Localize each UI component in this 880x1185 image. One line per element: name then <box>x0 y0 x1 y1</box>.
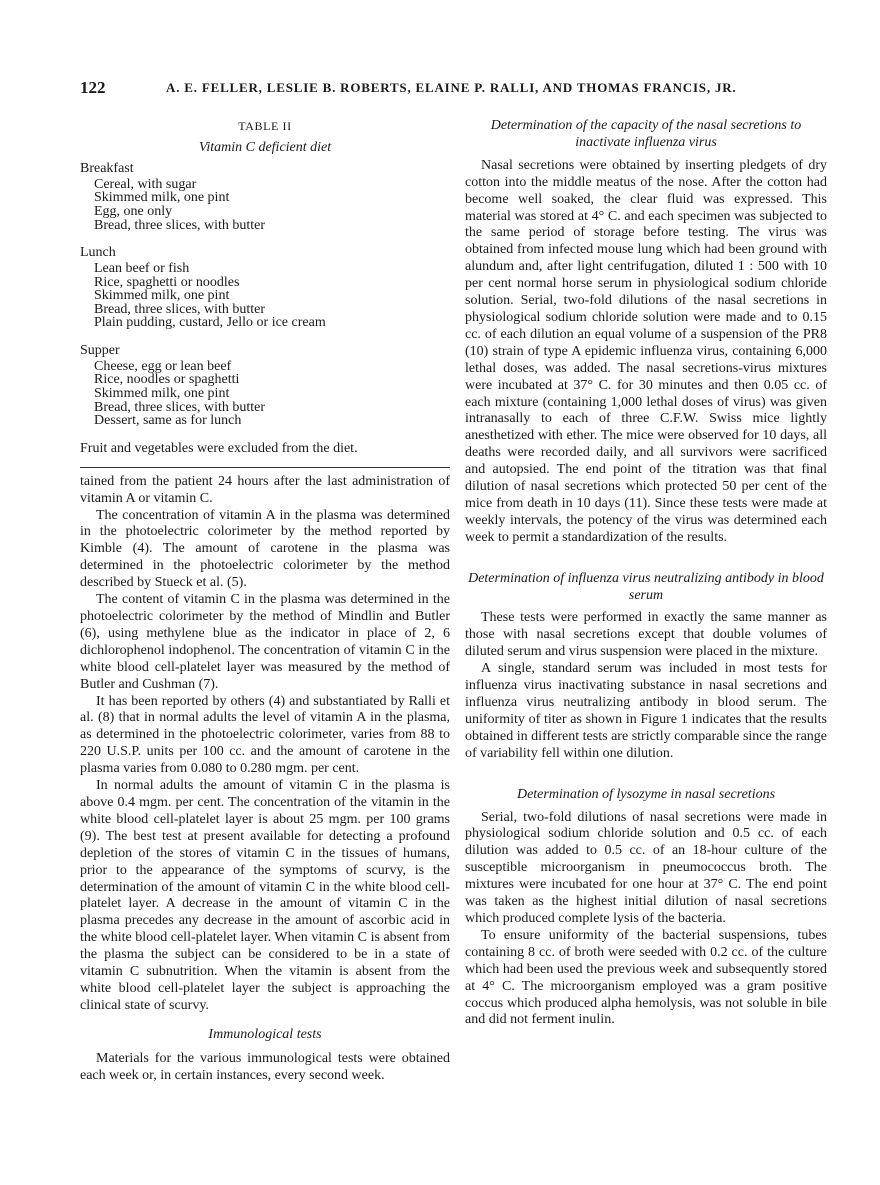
table-subtitle: Vitamin C deficient diet <box>198 139 332 155</box>
meal-item: Bread, three slices, with butter <box>94 399 266 415</box>
meal-item: Bread, three slices, with butter <box>94 217 266 233</box>
meal-item: Lean beef or fish <box>94 261 190 276</box>
body-paragraph: tained from the patient 24 hours after the last administration of vitamin A or vitamin C. <box>80 473 450 506</box>
meal-item: Rice, noodles or spaghetti <box>94 372 240 388</box>
page-number: 122 <box>80 78 106 97</box>
meal-name: Lunch <box>80 245 116 261</box>
body-paragraph: Nasal secretions were obtained by inserting pledgets of dry cotton into the middle meatus of the nose. After the cotton had become well soaked, the clear fluid was expressed. This material was stored at 4° C. and each specimen was subjected to the same period of storage before testing. The virus was obtained from infected mouse lung which had been ground with alundum and, after light centrifugation, diluted 1 : 500 with 10 per cent normal horse serum in physiological sodium chloride solution. Serial, two-fold dilutions of the nasal secretions in physiological sodium chloride solution were made and to 0.15 cc. of each dilution an equal volume of a suspension of the PR8 (10) strain of type A epidemic influenza virus, containing 6,000 lethal doses, was added. The nasal secretions-virus mixtures were incubated at 37° C. for 30 minutes and then 0.05 cc. of each mixture (containing 1,000 lethal doses of virus) was given intranasally to each of three C.F.W. Swiss mice lightly anesthetized with ether. The mice were observed for 10 days, all deaths were recorded daily, and all survivors were sacrificed and autopsied. The end point of the titration was that final dilution of nasal secretions which protected 50 per cent of the mice from death in 10 days (11). Since these tests were made at weekly intervals, the potency of the virus was determined each week to permit a standardization of the results. <box>465 157 827 545</box>
meal-item: Skimmed milk, one pint <box>94 288 230 304</box>
page-header <box>80 78 840 102</box>
meal-item: Plain pudding, custard, Jello or ice cream <box>94 315 326 331</box>
table-ii <box>80 118 450 468</box>
meal-name: Breakfast <box>80 160 134 176</box>
body-paragraph: Serial, two-fold dilutions of nasal secretions were made in physiological sodium chloride solution and 0.5 cc. of each dilution was added to 0.5 cc. of an 18-hour culture of the susceptible microorganism in pneumococcus broth. The mixtures were incubated for one hour at 37° C. The end point was taken as the highest initial dilution of nasal secretions which produced complete lysis of the bacteria. <box>465 809 827 926</box>
body-paragraph: To ensure uniformity of the bacterial suspensions, tubes containing 8 cc. of broth were seeded with 0.2 cc. of the culture which had been used the previous week and subsequently stored at 4° C. The microorganism employed was a gram positive coccus which produced alpha hemolysis, was not soluble in bile and did not ferment inulin. <box>465 927 827 1028</box>
body-paragraph: A single, standard serum was included in most tests for influenza virus inactivating substance in nasal secretions and influenza virus neutralizing antibody in blood serum. The uniformity of titer as shown in Figure 1 indicates that the results obtained in different tests are strictly comparable since the range of variability fell within one dilution. <box>465 661 827 761</box>
body-paragraph: The concentration of vitamin A in the plasma was determined in the photoelectric colorimeter by the method reported by Kimble (4). The amount of carotene in the plasma was determined in the photoelectric colorimeter by the method described by Stueck et al. (5). <box>80 507 450 591</box>
meal-item: Cereal, with sugar <box>94 176 197 192</box>
meal-lunch <box>80 245 450 330</box>
section-heading-immunological: Immunological tests <box>208 1026 322 1042</box>
body-paragraph: The content of vitamin C in the plasma was determined in the photoelectric colorimeter by the method of Mindlin and Butler (6), using methylene blue as the indicator in place of 2, 6 dichlorophenol indophenol. The concentration of vitamin C in the white blood cell-platelet layer was measured by the method of Butler and Cushman (7). <box>80 592 450 692</box>
body-paragraph: These tests were performed in exactly the same manner as those with nasal secretions except that double volumes of diluted serum and virus suspension were placed in the mixture. <box>465 610 827 660</box>
running-head: A. E. FELLER, LESLIE B. ROBERTS, ELAINE P. RALLI, AND THOMAS FRANCIS, JR. <box>166 80 737 95</box>
meal-item: Dessert, same as for lunch <box>94 413 242 429</box>
meal-item: Rice, spaghetti or noodles <box>94 274 240 290</box>
meal-item: Skimmed milk, one pint <box>94 190 230 206</box>
meal-supper <box>80 343 450 428</box>
section-heading-antibody: Determination of influenza virus neutralizing antibody in blood serum <box>468 570 824 603</box>
body-paragraph: Materials for the various immunological tests were obtained each week or, in certain instances, every second week. <box>80 1050 450 1083</box>
meal-item: Bread, three slices, with butter <box>94 301 266 317</box>
meal-item: Skimmed milk, one pint <box>94 386 230 402</box>
table-title: TABLE II <box>238 119 292 133</box>
table-rule <box>80 467 450 468</box>
right-column <box>465 118 827 1029</box>
section-heading-nasal: Determination of the capacity of the nasal secretions to inactivate influenza virus <box>490 118 802 150</box>
meal-name: Supper <box>80 342 120 358</box>
left-column <box>80 118 450 1084</box>
section-heading-lysozyme: Determination of lysozyme in nasal secretions <box>516 786 776 802</box>
meal-breakfast <box>80 161 450 232</box>
table-note: Fruit and vegetables were excluded from the diet. <box>80 440 358 456</box>
body-paragraph: It has been reported by others (4) and substantiated by Ralli et al. (8) that in normal adults the level of vitamin A in the plasma, as determined in the photoelectric colorimeter, varies from 88 to 220 U.S.P. units per 100 cc. and the amount of carotene in the plasma varies from 0.080 to 0.280 mgm. per cent. <box>80 693 450 777</box>
body-paragraph: In normal adults the amount of vitamin C in the plasma is above 0.4 mgm. per cent. The concentration of the vitamin in the white blood cell-platelet layer is about 25 mgm. per 100 grams (9). The best test at present available for detecting a profound depletion of the stores of vitamin C in the tissues of humans, prior to the appearance of the symptoms of scurvy, is the determination of the amount of vitamin C in the white blood cell-platelet layer. A decrease in the amount of vitamin C in the plasma precedes any decrease in the amount of ascorbic acid in the white blood cell-platelet layer. When vitamin C is absent from the plasma the subject can be considered to be in a state of vitamin C subnutrition. When the vitamin is absent from the white blood cell-platelet layer the subject is approaching the clinical state of scurvy. <box>80 778 450 1013</box>
meal-item: Cheese, egg or lean beef <box>94 358 232 374</box>
meal-item: Egg, one only <box>94 203 173 219</box>
